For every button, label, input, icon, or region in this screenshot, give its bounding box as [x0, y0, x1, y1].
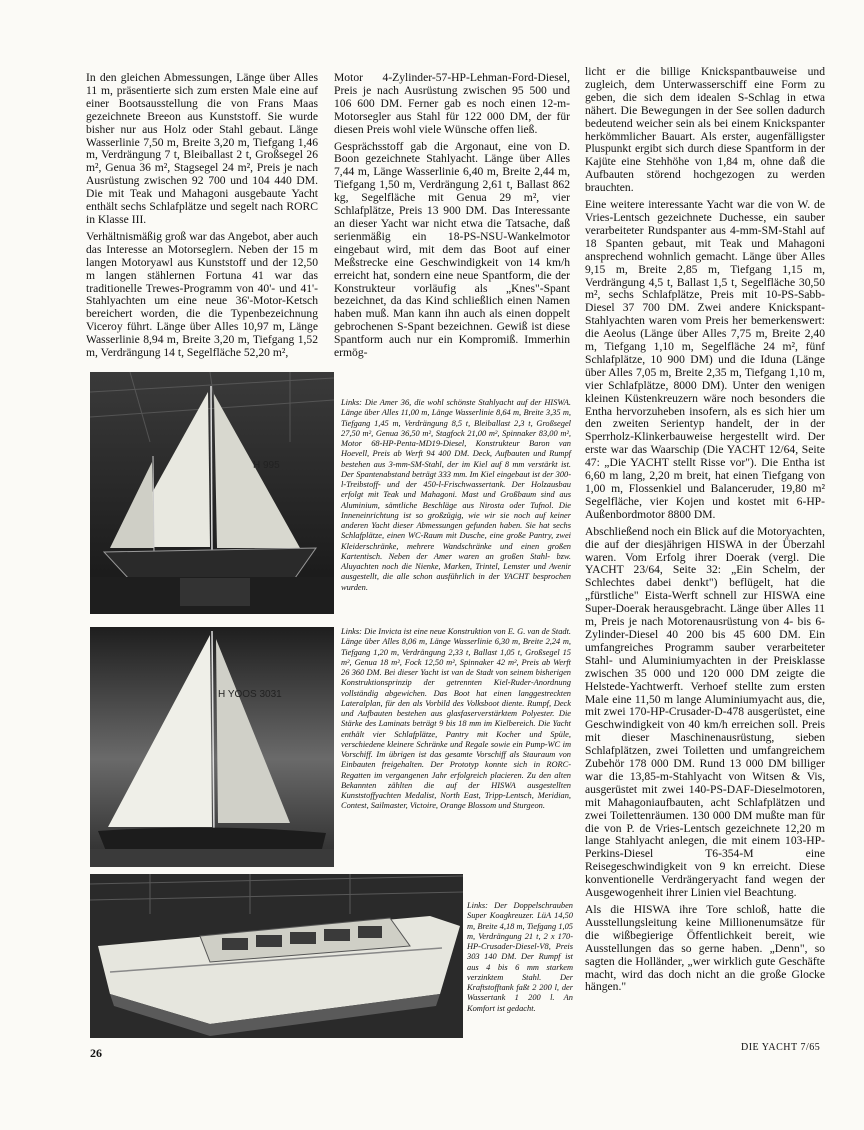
- photo-motor-cruiser: [90, 874, 463, 1038]
- page-number: 26: [90, 1046, 102, 1060]
- sail-number: H YOOS 3031: [218, 689, 282, 700]
- paragraph: Gesprächsstoff gab die Argonaut, eine von D. Boon gezeichnete Stahlyacht. Länge über Alles 7,44 m, Länge Wasserlinie 6,40 m, Breite 2,44 m, Tiefgang 1,50 m, Verdrängung 2,61 t, Ballast 862 kg, Segelfläche mit Genua 29 m², vier Schlafplätze, Preis 13 900 DM. Das Interessante an dieser Yacht war nicht etwa die Tatsache, daß serienmäßig ein 18-PS-NSU-Wankelmotor eingebaut wird, mit dem das Boot auf einer Meßstrecke eine Geschwindigkeit von 14 km/h erreicht hat, sondern eine neue Spantform, die der Konstrukteur vorläufig als „Knes"-Spant bezeichnet, da das Kind schließlich einen Namen haben muß. Man kann ihn auch als einen doppelt gebrochenen S-Spant bezeichnen. Gewiß ist diese Spantform auch nur ein Kompromiß. Immerhin ermög-: [334, 139, 570, 360]
- paragraph: Abschließend noch ein Blick auf die Motoryachten, die auf der diesjährigen HISWA in der Überzahl waren. Vom Erfolg ihrer Doerak (vergl. Die YACHT 23/64, Seite 32: „Ein Schelm, der Schlechtes dabei denkt") beflügelt, hat die „fürstliche" Eista-Werft schnell zur HISWA eine Super-Doerak herausgebracht. Länge über Alles 11 m, Preis je nach Motorenausrüstung von 4- bis 6-Zylinder-Diesel 40 200 bis 45 600 DM. Ein umfangreiches Programm sauber verarbeiteter Stahl- und Aluminiumyachten in der Preisklasse zwischen 35 000 und 120 000 DM zeigte die Helstede-Yachtwerft. Verhoef stellte zum ersten Male eine 11,50 m lange Aluminiumyacht aus, die, mit zwei 170-HP-Crusader-D-478 ausgerüstet, eine Geschwindigkeit von 40 km/h erreichen soll. Preis mit dieser Maschinenausrüstung, sieben Schlafplätzen, zwei Toiletten und umfangreichem Zubehör 178 000 DM. Rund 13 000 DM billiger war die 13,85-m-Stahlyacht von Witsen & Vis, ausgerüstet mit zwei 140-PS-DAF-Dieselmotoren, mit Mahagoniaufbauten, acht Schlafplätzen und zwei Toilettenräumen. 130 000 DM mußte man für die von P. de Vries-Lentsch gezeichnete 12,20 m lange Stahlyacht anlegen, die mit einem 103-HP-Perkins-Diesel T6-354-M eine Reisegeschwindigkeit von 9 kn erreicht. Diese konventionelle Verdrängeryacht fand wegen der Ausgewogenheit ihrer Linien viel Beachtung.: [585, 524, 825, 900]
- paragraph: licht er die billige Knickspantbauweise und zugleich, dem Unterwasserschiff eine Form zu geben, die sich dem idealen S-Schlag in etwa nähert. Die Bewegungen in der See sollen dadurch bedeutend weicher sein als bei einem Knickspanter herkömmlicher Bauart. Als erster, augenfälligster Pluspunkt ergibt sich durch diese Spantform in der Kajüte eine Stehhöhe von 1,84 m, ohne daß die Aufbauten störend hochgezogen zu werden brauchten.: [585, 65, 825, 195]
- text-column-3: [585, 66, 825, 998]
- paragraph: In den gleichen Abmessungen, Länge über Alles 11 m, präsentierte sich zum ersten Male eine auf einer Bootsausstellung die von Frans Maas gezeichnete Breeon aus Kunststoff. Sie wurde bisher nur aus Holz oder Stahl gebaut. Länge Wasserlinie 7,50 m, Breite 3,20 m, Tiefgang 1,46 m, Verdrängung 7 t, Bleiballast 2 t, Großsegel 26 m², Genua 36 m², Stagsegel 24 m², Preis je nach Ausrüstung zwischen 92 700 und 104 440 DM. Die mit Teak und Mahagoni ausgebaute Yacht enthält sechs Schlafplätze und segelt nach RORC in Klasse III.: [86, 71, 318, 226]
- paragraph: Motor 4-Zylinder-57-HP-Lehman-Ford-Diesel, Preis je nach Ausrüstung zwischen 95 500 und 106 600 DM. Ferner gab es noch einen 12-m-Motorsegler aus Stahl für 122 000 DM, der für diesen Preis wohl viele Wünsche offen ließ.: [334, 71, 570, 136]
- caption-invicta: Links: Die Invicta ist eine neue Konstruktion von E. G. van de Stadt. Länge über Alles 8,06 m, Länge Wasserlinie 6,30 m, Breite 2,24 m, Tiefgang 1,20 m, Verdrängung 2,33 t, Ballast 1,05 t, Großsegel 15 m², Genua 18 m², Fock 12,50 m², Spinnaker 42 m², Preis ab Werft 26 360 DM. Bei dieser Yacht ist van de Stadt von seinem bisherigen Konstruktionsprinzip der getrennten Kiel-Ruder-Anordnung vollständig abgewichen. Das Boot hat einen langgestreckten Lateralplan, für den als Vorbild des Volksboot diente. Rumpf, Deck und Aufbauten bestehen aus glasfaserverstärktem Polyester. Die Stärke des Laminats beträgt 9 bis 18 mm im Kielbereich. Die Yacht enthält vier Schlafplätze, Pantry mit Kocher und Spüle, verschiedene kleinere Schränke und Regale sowie ein Pump-WC im Vorschiff. Im übrigen ist das gesamte Vorschiff als Stauraum von Einbauten freigehalten. Der Prototyp konnte sich in RORC-Regatten im vergangenen Jahr erfolgreich placieren. Zu den alten Bekannten zählten die auf der HISWA ausgestellten Kunststoffyachten Medalist, North East, Tripp-Lentsch, Meridian, Contest, Sailmaster, Victoire, Orange Blossom und Sturgeon.: [341, 627, 571, 811]
- text-column-1: [86, 72, 318, 364]
- paragraph: Als die HISWA ihre Tore schloß, hatte die Ausstellungsleitung keine Millionenumsätze für die wißbegierige Öffentlichkeit bereit, wie Ausstellungen das so gerne haben. „Denn", so sagten die Holländer, „wer wirklich gute Geschäfte macht, wird das doch nicht an die große Glocke hängen.": [585, 903, 825, 994]
- paragraph: Verhältnismäßig groß war das Angebot, aber auch das Interesse an Motorseglern. Neben der 15 m langen Motoryawl aus Kunststoff und der 12,50 m langen stählernen Fortuna 41 war das traditionelle Trewes-Programm von 40'- und 41'-Stahlyachten um eine neue 36'-Motor-Ketsch bereichert worden, die die Typenbezeichnung Viceroy führt. Länge über Alles 10,97 m, Länge Wasserlinie 8,94 m, Breite 3,20 m, Tiefgang 1,52 m, Verdrängung 14 t, Segelfläche 52,20 m²,: [86, 229, 318, 360]
- caption-super-koagkreuzer: Links: Der Doppelschrauben Super Koagkreuzer. LüA 14,50 m, Breite 4,18 m, Tiefgang 1,05 m, Verdrängung 21 t, 2 x 170-HP-Crusader-Diesel-V8, Preis 303 140 DM. Der Rumpf ist aus 4 bis 6 mm starkem verzinktem Stahl. Der Kraftstofftank faßt 2 200 l, der Wassertank 1 200 l. An Komfort ist gedacht.: [467, 901, 573, 1013]
- photo-amer-36-yacht: [90, 372, 334, 614]
- caption-amer-36: Links: Die Amer 36, die wohl schönste Stahlyacht auf der HISWA. Länge über Alles 11,00 m, Länge Wasserlinie 8,64 m, Breite 3,35 m, Tiefgang 1,45 m, Verdrängung 8,5 t, Bleiballast 2,3 t, Großsegel 27,50 m², Genua 36,50 m², Stagfock 21,00 m², Spinnaker 83,00 m², Motor 68-HP-Penta-MD19-Diesel, Konstrukteur Baron van Hoevell, Preis ab Werft 94 400 DM. Deck, Aufbauten und Rumpf bestehen aus 3-mm-SM-Stahl, der im Kiel auf 8 mm verstärkt ist. Der Spantenabstand beträgt 333 mm. Im Kiel eingebaut ist der 300-l-Treibstoff- und der 450-l-Frischwassertank. Der Holzausbau erfolgt mit Teak und Mahagoni. Mast und Großbaum sind aus Aluminium, sämtliche Beschläge aus Nirosta oder Tufnol. Die Inneneinrichtung ist so großzügig, wie wir sie noch auf keiner anderen Yacht dieser Abmessungen gefunden haben. Sie hat sechs Schlafplätze, einen WC-Raum mit Dusche, eine große Pantry, zwei Kleiderschränke, mehrere Wandschränke und einen großen Kartentisch. Neben der Amer waren an großen Stahl- bzw. Aluyachten noch die Nienke, Marken, Trintel, Lemster und Avenir ausgestellt, die alle schon ausführlich in der YACHT besprochen wurden.: [341, 398, 571, 592]
- photo-invicta-yacht: [90, 627, 334, 867]
- sail-number: H 995: [253, 460, 280, 471]
- paragraph: Eine weitere interessante Yacht war die von W. de Vries-Lentsch gezeichnete Duchesse, ein sauber verarbeiteter Rundspanter aus 4-mm-SM-Stahl auf 18 Spanten gebaut, mit Teak und Mahagoni ansprechend wohnlich gemacht. Länge über Alles 9,15 m, Breite 2,85 m, Tiefgang 1,15 m, Verdrängung 4,5 t, Ballast 1,5 t, Segelfläche 30,50 m², sechs Schlafplätze, Preis mit 10-PS-Sabb-Diesel 37 700 DM. Zwei andere Knickspant-Stahlyachten waren vom Preis her bemerkenswert: die Aeolus (Länge über Alles 7,75 m, Breite 2,40 m, Tiefgang 1,10 m, Segelfläche 24 m², fünf Schlafplätze, 10 900 DM) und die Iduna (Länge über Alles 7,05 m, Breite 2,35 m, Tiefgang 1,10 m, vier Schlafplätze, 8000 DM). Unter den wenigen kleinen Küstenkreuzern wäre noch besonders die Entha hervorzuheben insofern, als es sich hier um den zweiten Serientyp handelt, der in der Sperrholz-Klinkerbauweise hergestellt wird. Der erste war das Waarschip (Die YACHT 12/64, Seite 47: „Die YACHT stellt Risse vor"). Die Entha ist 6,60 m lang, 2,20 m breit, hat einen Tiefgang von 1,00 m, Flossenkiel und Balanceruder, 19,80 m² Segelfläche, vier Kojen und kostet mit 6-HP-Außenbordmotor 8800 DM.: [585, 198, 825, 521]
- text-column-2: [334, 72, 570, 364]
- magazine-issue: DIE YACHT 7/65: [741, 1042, 821, 1053]
